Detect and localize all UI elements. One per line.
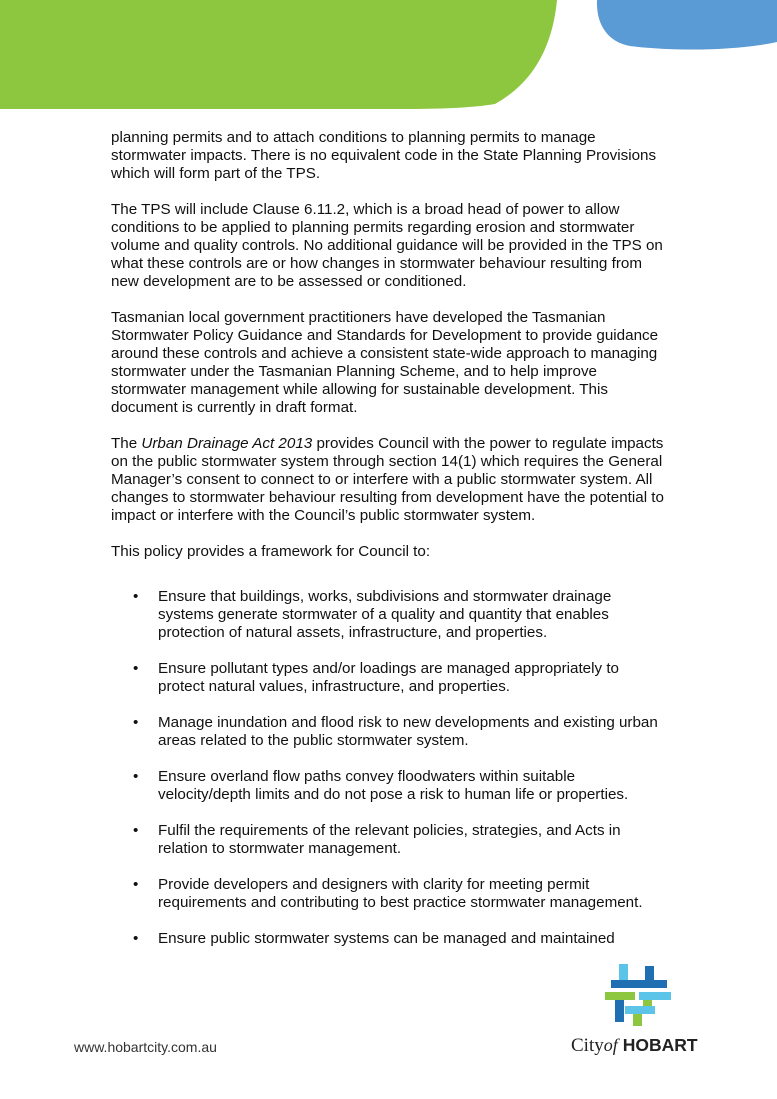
document-body [111, 129, 666, 966]
paragraph-urban-drainage-act [111, 435, 666, 525]
bullet-item [111, 930, 666, 948]
bullet-text: Ensure that buildings, works, subdivisions and stormwater drainage systems generate stormwater of a quality and quantity that enables protection of natural assets, infrastructure, and properties. [158, 588, 612, 641]
logo-word-of: of [603, 1035, 618, 1055]
logo-wordmark [571, 1035, 698, 1057]
paragraph-framework-intro: This policy provides a framework for Council to: [111, 543, 431, 560]
act-title: Urban Drainage Act 2013 [141, 435, 313, 452]
bullet-item [111, 768, 666, 804]
paragraph-stormwater-guidance: Tasmanian local government practitioners have developed the Tasmanian Stormwater Policy Guidance and Standards for Development to provide guidance around these controls and achieve a consistent state-wide approach to managing stormwater under the Tasmanian Planning Scheme, and to help improve stormwater management while allowing for sustainable development. This document is currently in draft format. [111, 309, 659, 416]
green-swoosh-shape [0, 0, 557, 109]
logo-word-city: City [571, 1035, 604, 1056]
blue-swoosh-shape [597, 0, 777, 49]
bullet-text: Provide developers and designers with clarity for meeting permit requirements and contributing to best practice stormwater management. [158, 876, 643, 911]
bullet-item [111, 822, 666, 858]
city-of-hobart-logo [571, 962, 706, 1058]
framework-bullet-list [111, 588, 666, 948]
bullet-item [111, 714, 666, 750]
bullet-marker: • [133, 876, 139, 893]
bullet-item [111, 588, 666, 642]
bullet-text: Ensure overland flow paths convey floodwaters within suitable velocity/depth limits and do not pose a risk to human life or properties. [158, 768, 629, 803]
header-swoosh [0, 0, 777, 110]
bullet-marker: • [133, 660, 139, 677]
bullet-text: Manage inundation and flood risk to new developments and existing urban areas related to the public stormwater system. [158, 714, 658, 749]
bullet-text: Ensure pollutant types and/or loadings are managed appropriately to protect natural values, infrastructure, and properties. [158, 660, 619, 695]
bullet-marker: • [133, 768, 139, 785]
bullet-marker: • [133, 714, 139, 731]
paragraph-planning-permits: planning permits and to attach conditions to planning permits to manage stormwater impacts. There is no equivalent code in the State Planning Provisions which will form part of the TPS. [111, 129, 657, 182]
bullet-marker: • [133, 930, 139, 947]
bullet-text: Ensure public stormwater systems can be managed and maintained [158, 930, 615, 947]
paragraph-tps-clause: The TPS will include Clause 6.11.2, which is a broad head of power to allow conditions to be applied to planning permits regarding erosion and stormwater volume and quality controls. No additional guidance will be provided in the TPS on what these controls are or how changes in stormwater behaviour resulting from new development are to be assessed or conditioned. [111, 201, 663, 290]
hobart-cross-icon [605, 962, 671, 1028]
bullet-item [111, 660, 666, 696]
logo-word-hobart: HOBART [622, 1035, 698, 1055]
bullet-marker: • [133, 822, 139, 839]
act-description: provides Council with the power to regulate impacts on the public stormwater system through section 14(1) which requires the General Manager’s consent to connect to or interfere with a public stormwater system. All changes to stormwater behaviour resulting from development have the potential to impact or interfere with the Council’s public stormwater system. [111, 435, 664, 524]
bullet-text: Fulfil the requirements of the relevant policies, strategies, and Acts in relation to stormwater management. [158, 822, 621, 857]
bullet-marker: • [133, 588, 139, 605]
act-prefix: The [111, 435, 142, 452]
bullet-item [111, 876, 666, 912]
footer-website-url: www.hobartcity.com.au [74, 1039, 217, 1055]
